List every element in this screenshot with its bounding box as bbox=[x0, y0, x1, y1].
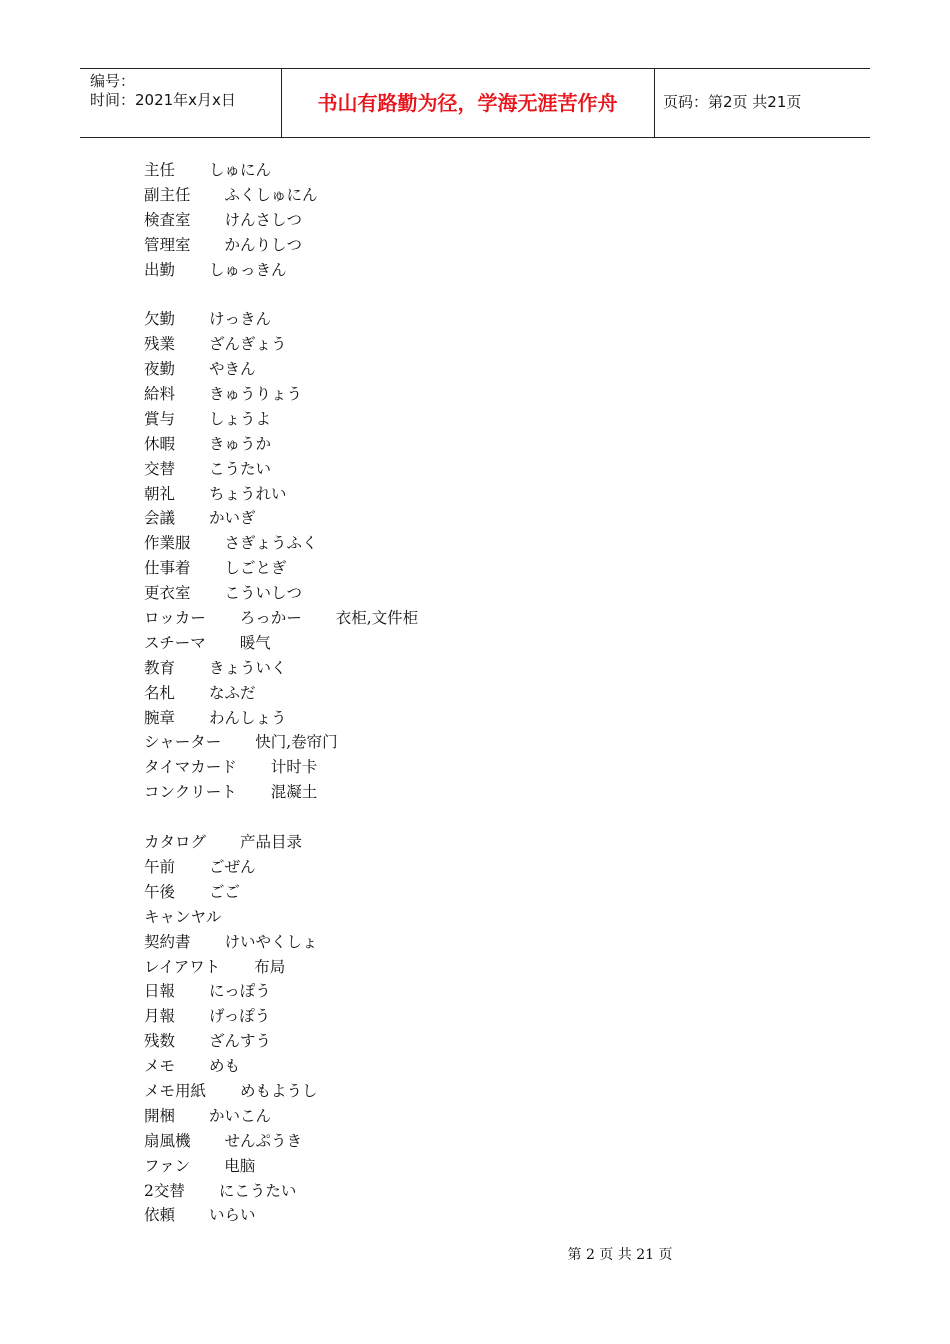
vocab-reading: 计时卡 bbox=[270, 758, 318, 777]
vocab-term: 副主任 bbox=[144, 185, 191, 204]
vocab-row bbox=[144, 905, 844, 930]
vocab-row bbox=[144, 556, 844, 581]
vocab-reading: ざんぎょう bbox=[209, 335, 287, 354]
vocab-reading: めもようし bbox=[240, 1081, 318, 1100]
vocab-term: メモ bbox=[144, 1057, 176, 1076]
vocab-term: 腕章 bbox=[144, 708, 176, 727]
vocab-term: 管理室 bbox=[144, 235, 191, 254]
vocab-term: 残数 bbox=[144, 1032, 176, 1051]
vocab-row bbox=[144, 158, 844, 183]
vocab-row bbox=[144, 805, 844, 830]
vocab-term: ファン bbox=[144, 1156, 191, 1175]
vocab-term: 給料 bbox=[144, 385, 176, 404]
vocab-term: 更衣室 bbox=[144, 584, 191, 603]
vocab-row bbox=[144, 1029, 844, 1054]
vocab-reading: ざんすう bbox=[209, 1032, 272, 1051]
vocab-row bbox=[144, 282, 844, 307]
vocab-reading: けんさしつ bbox=[224, 210, 303, 229]
vocab-reading: なふだ bbox=[209, 683, 256, 702]
vocab-row bbox=[144, 780, 844, 805]
vocab-row bbox=[144, 955, 844, 980]
vocab-reading: しゅっきん bbox=[209, 260, 287, 279]
vocab-term: 休暇 bbox=[144, 434, 176, 453]
vocab-reading: きゅうりょう bbox=[209, 385, 303, 404]
vocab-reading: こういしつ bbox=[224, 584, 303, 603]
vocab-term: 契約書 bbox=[144, 932, 191, 951]
vocab-reading: ごぜん bbox=[209, 857, 256, 876]
vocab-term: タイマカード bbox=[144, 758, 237, 777]
vocab-term: 日報 bbox=[144, 982, 176, 1001]
vocab-row bbox=[144, 1104, 844, 1129]
vocab-reading: けいやくしょ bbox=[224, 932, 318, 951]
vocab-reading: めも bbox=[209, 1057, 241, 1076]
header-meta-cell bbox=[80, 69, 282, 137]
vocab-reading: さぎょうふく bbox=[224, 534, 318, 553]
vocab-row bbox=[144, 382, 844, 407]
vocab-reading: げっぽう bbox=[209, 1007, 271, 1026]
page-footer: 第 2 页 共 21 页 bbox=[567, 1247, 673, 1263]
vocab-term: 月報 bbox=[144, 1007, 176, 1026]
vocab-row bbox=[144, 233, 844, 258]
vocab-row bbox=[144, 482, 844, 507]
vocab-reading: 暖气 bbox=[239, 633, 271, 652]
vocab-reading: きょういく bbox=[209, 658, 287, 677]
vocab-row bbox=[144, 581, 844, 606]
vocab-term: カタログ bbox=[144, 833, 207, 852]
vocab-term: コンクリート bbox=[144, 783, 237, 802]
vocab-term: 午後 bbox=[144, 882, 176, 901]
page-info: 页码：第2页 共21页 bbox=[663, 93, 802, 111]
vocab-row bbox=[144, 1129, 844, 1154]
vocab-reading: しょうよ bbox=[209, 409, 272, 428]
vocab-row bbox=[144, 531, 844, 556]
vocab-row bbox=[144, 830, 844, 855]
time-label: 时间：2021年x月x日 bbox=[90, 91, 236, 109]
vocab-reading: 快门,卷帘门 bbox=[255, 733, 338, 752]
vocab-row bbox=[144, 506, 844, 531]
number-label: 编号： bbox=[90, 72, 136, 90]
header-page-cell bbox=[655, 69, 870, 137]
vocab-term: 2交替 bbox=[144, 1181, 185, 1200]
vocab-row bbox=[144, 1154, 844, 1179]
vocab-reading: こうたい bbox=[209, 459, 272, 478]
vocab-row bbox=[144, 432, 844, 457]
vocab-reading: 布局 bbox=[254, 957, 286, 976]
vocab-meaning: 衣柜,文件柜 bbox=[335, 609, 419, 628]
vocab-reading: せんぷうき bbox=[224, 1131, 303, 1150]
vocab-term: シャーター bbox=[144, 733, 222, 752]
vocab-reading: ちょうれい bbox=[209, 484, 287, 503]
vocab-term: 依頼 bbox=[144, 1206, 176, 1225]
vocab-row bbox=[144, 930, 844, 955]
vocabulary-list bbox=[144, 158, 844, 1228]
vocab-row bbox=[144, 979, 844, 1004]
vocab-term: 賞与 bbox=[144, 409, 176, 428]
vocab-reading: ふくしゅにん bbox=[224, 185, 318, 204]
vocab-term: メモ用紙 bbox=[144, 1081, 207, 1100]
header-motto-cell bbox=[281, 69, 655, 137]
vocab-row bbox=[144, 681, 844, 706]
vocab-term: 仕事着 bbox=[144, 559, 191, 578]
vocab-reading: にっぽう bbox=[209, 982, 271, 1001]
vocab-row bbox=[144, 656, 844, 681]
vocab-term: 午前 bbox=[144, 857, 176, 876]
vocab-row bbox=[144, 1179, 844, 1204]
vocab-row bbox=[144, 880, 844, 905]
vocab-reading: かんりしつ bbox=[224, 235, 303, 254]
vocab-term: 出勤 bbox=[144, 260, 176, 279]
vocab-term: 欠勤 bbox=[144, 310, 176, 329]
vocab-reading: ろっかー bbox=[239, 609, 302, 628]
vocab-reading: しごとぎ bbox=[224, 559, 287, 578]
vocab-term: 名札 bbox=[144, 683, 176, 702]
vocab-row bbox=[144, 730, 844, 755]
vocab-term: ロッカー bbox=[144, 609, 206, 628]
vocab-term: キャンヤル bbox=[144, 907, 222, 926]
vocab-term: 作業服 bbox=[144, 534, 191, 553]
vocab-row bbox=[144, 1004, 844, 1029]
vocab-row bbox=[144, 357, 844, 382]
vocab-term: 夜勤 bbox=[144, 360, 176, 379]
vocab-row bbox=[144, 606, 844, 631]
vocab-reading: 混凝土 bbox=[270, 783, 318, 802]
vocab-term: スチーマ bbox=[144, 633, 206, 652]
vocab-row bbox=[144, 407, 844, 432]
vocab-reading: しゅにん bbox=[209, 161, 272, 179]
vocab-term: 扇風機 bbox=[144, 1131, 191, 1150]
motto: 书山有路勤为径，学海无涯苦作舟 bbox=[317, 91, 618, 115]
vocab-term: 交替 bbox=[144, 459, 176, 478]
vocab-term: 教育 bbox=[144, 658, 176, 677]
vocab-term: 開梱 bbox=[144, 1106, 176, 1125]
vocab-row bbox=[144, 457, 844, 482]
vocab-reading: けっきん bbox=[209, 310, 272, 329]
vocab-term: レイアワト bbox=[144, 957, 221, 976]
vocab-reading: 电脑 bbox=[224, 1156, 256, 1175]
vocab-reading: かいこん bbox=[209, 1106, 272, 1125]
vocab-row bbox=[144, 1079, 844, 1104]
vocab-row bbox=[144, 258, 844, 283]
vocab-term: 朝礼 bbox=[144, 484, 176, 503]
vocab-reading: ごご bbox=[209, 882, 241, 901]
vocab-reading: にこうたい bbox=[218, 1181, 297, 1200]
vocab-reading: わんしょう bbox=[209, 708, 287, 727]
vocab-row bbox=[144, 755, 844, 780]
vocab-row bbox=[144, 307, 844, 332]
vocab-row bbox=[144, 631, 844, 656]
vocab-reading: いらい bbox=[209, 1206, 256, 1225]
vocab-row bbox=[144, 208, 844, 233]
vocab-row bbox=[144, 183, 844, 208]
vocab-term: 検査室 bbox=[144, 210, 191, 229]
vocab-term: 主任 bbox=[144, 161, 176, 179]
vocab-row bbox=[144, 332, 844, 357]
vocab-reading: きゅうか bbox=[209, 434, 272, 453]
vocab-term: 会議 bbox=[144, 509, 176, 528]
vocab-row bbox=[144, 706, 844, 731]
header-table bbox=[80, 68, 870, 138]
vocab-row bbox=[144, 1203, 844, 1228]
vocab-reading: 产品目录 bbox=[240, 833, 303, 852]
vocab-reading: やきん bbox=[209, 360, 256, 379]
vocab-term: 残業 bbox=[144, 335, 176, 354]
vocab-row bbox=[144, 1054, 844, 1079]
vocab-reading: かいぎ bbox=[209, 509, 256, 528]
vocab-row bbox=[144, 855, 844, 880]
